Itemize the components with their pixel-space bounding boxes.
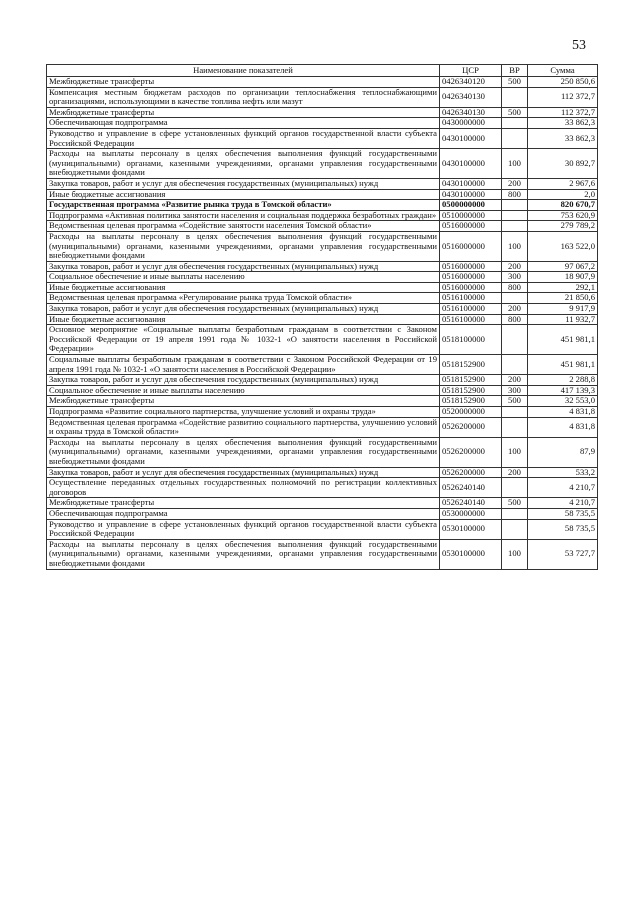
cell-vr: 300 (502, 385, 528, 396)
cell-csr: 0516000000 (440, 261, 502, 272)
cell-vr: 100 (502, 437, 528, 467)
cell-name: Подпрограмма «Активная политика занятости населения и социальная поддержка безработных граждан» (47, 210, 440, 221)
cell-sum: 58 735,5 (528, 519, 598, 539)
cell-sum: 21 850,6 (528, 293, 598, 304)
cell-sum: 4 210,7 (528, 478, 598, 498)
cell-name: Иные бюджетные ассигнования (47, 314, 440, 325)
cell-sum: 2 288,8 (528, 375, 598, 386)
cell-csr: 0530100000 (440, 519, 502, 539)
table-row (47, 539, 598, 569)
cell-csr: 0526200000 (440, 437, 502, 467)
table-row (47, 178, 598, 189)
cell-sum: 97 067,2 (528, 261, 598, 272)
table-row (47, 261, 598, 272)
cell-name: Руководство и управление в сфере установленных функций органов государственной власти субъекта Российской Федерации (47, 128, 440, 148)
cell-name: Расходы на выплаты персоналу в целях обеспечения выполнения функций государственными (муниципальными) органами, казенными учреждениями, органами управления государственными внебюджетными фондами (47, 437, 440, 467)
cell-name: Расходы на выплаты персоналу в целях обеспечения выполнения функций государственными (муниципальными) органами, казенными учреждениями, органами управления государственными внебюджетными фондами (47, 539, 440, 569)
cell-vr (502, 478, 528, 498)
cell-vr: 500 (502, 498, 528, 509)
cell-sum: 87,9 (528, 437, 598, 467)
cell-sum: 163 522,0 (528, 231, 598, 261)
cell-name: Осуществление переданных отдельных государственных полномочий по регистрации коллективных договоров (47, 478, 440, 498)
cell-name: Компенсация местным бюджетам расходов по организации теплоснабжения теплоснабжающими организациями, использующими в качестве топлива нефть или мазут (47, 87, 440, 107)
cell-vr: 800 (502, 282, 528, 293)
cell-csr: 0426340120 (440, 77, 502, 88)
table-row (47, 231, 598, 261)
table-row (47, 293, 598, 304)
cell-name: Закупка товаров, работ и услуг для обеспечения государственных (муниципальных) нужд (47, 375, 440, 386)
cell-sum: 451 981,1 (528, 325, 598, 355)
cell-csr: 0430100000 (440, 149, 502, 179)
cell-sum: 53 727,7 (528, 539, 598, 569)
cell-name: Обеспечивающая подпрограмма (47, 508, 440, 519)
cell-vr: 200 (502, 467, 528, 478)
cell-name: Расходы на выплаты персоналу в целях обеспечения выполнения функций государственными (муниципальными) органами, казенными учреждениями, органами управления государственными внебюджетными фондами (47, 231, 440, 261)
cell-csr: 0516000000 (440, 282, 502, 293)
cell-sum: 30 892,7 (528, 149, 598, 179)
cell-sum: 292,1 (528, 282, 598, 293)
cell-vr: 200 (502, 261, 528, 272)
table-row (47, 118, 598, 129)
header-name: Наименование показателей (47, 65, 440, 77)
table-header-row (47, 65, 598, 77)
cell-name: Социальное обеспечение и иные выплаты населению (47, 272, 440, 283)
table-row (47, 385, 598, 396)
cell-csr: 0526200000 (440, 467, 502, 478)
cell-name: Ведомственная целевая программа «Содействие занятости населения Томской области» (47, 221, 440, 232)
table-row (47, 87, 598, 107)
cell-vr (502, 355, 528, 375)
cell-csr: 0516000000 (440, 272, 502, 283)
cell-sum: 451 981,1 (528, 355, 598, 375)
cell-sum: 4 831,8 (528, 417, 598, 437)
cell-name: Подпрограмма «Развитие социального партнерства, улучшение условий и охраны труда» (47, 407, 440, 418)
cell-vr (502, 293, 528, 304)
table-row (47, 149, 598, 179)
cell-csr: 0516000000 (440, 231, 502, 261)
cell-csr: 0520000000 (440, 407, 502, 418)
cell-vr (502, 221, 528, 232)
cell-vr: 500 (502, 107, 528, 118)
cell-csr: 0518152900 (440, 396, 502, 407)
cell-vr: 300 (502, 272, 528, 283)
cell-name: Основное мероприятие «Социальные выплаты безработным гражданам в соответствии с Законом Российской Федерации от 19 апреля 1991 года № 1032-1 «О занятости населения в Российской Федерации» (47, 325, 440, 355)
cell-vr (502, 128, 528, 148)
cell-sum: 533,2 (528, 467, 598, 478)
table-row (47, 325, 598, 355)
cell-name: Социальное обеспечение и иные выплаты населению (47, 385, 440, 396)
cell-sum: 820 670,7 (528, 200, 598, 211)
cell-sum: 18 907,9 (528, 272, 598, 283)
cell-sum: 250 850,6 (528, 77, 598, 88)
cell-sum: 11 932,7 (528, 314, 598, 325)
cell-name: Ведомственная целевая программа «Содействие развитию социального партнерства, улучшению условий и охраны труда в Томской области» (47, 417, 440, 437)
cell-vr: 100 (502, 539, 528, 569)
cell-name: Закупка товаров, работ и услуг для обеспечения государственных (муниципальных) нужд (47, 467, 440, 478)
cell-csr: 0530000000 (440, 508, 502, 519)
cell-csr: 0530100000 (440, 539, 502, 569)
cell-sum: 4 831,8 (528, 407, 598, 418)
header-vr: ВР (502, 65, 528, 77)
cell-sum: 33 862,3 (528, 128, 598, 148)
cell-name: Руководство и управление в сфере установленных функций органов государственной власти субъекта Российской Федерации (47, 519, 440, 539)
cell-vr: 500 (502, 396, 528, 407)
cell-vr (502, 200, 528, 211)
cell-sum: 9 917,9 (528, 304, 598, 315)
cell-sum: 112 372,7 (528, 87, 598, 107)
cell-name: Ведомственная целевая программа «Регулирование рынка труда Томской области» (47, 293, 440, 304)
cell-csr: 0518152900 (440, 355, 502, 375)
cell-name: Социальные выплаты безработным гражданам в соответствии с Законом Российской Федерации от 19 апреля 1991 года № 1032-1 «О занятости населения в Российской Федерации» (47, 355, 440, 375)
cell-csr: 0430100000 (440, 189, 502, 200)
table-row (47, 498, 598, 509)
cell-sum: 753 620,9 (528, 210, 598, 221)
cell-csr: 0430100000 (440, 128, 502, 148)
cell-csr: 0426340130 (440, 107, 502, 118)
cell-vr: 100 (502, 231, 528, 261)
cell-name: Иные бюджетные ассигнования (47, 282, 440, 293)
cell-name: Межбюджетные трансферты (47, 107, 440, 118)
budget-table (46, 64, 598, 570)
table-row (47, 221, 598, 232)
cell-vr: 800 (502, 189, 528, 200)
cell-csr: 0518152900 (440, 385, 502, 396)
cell-sum: 4 210,7 (528, 498, 598, 509)
cell-vr (502, 417, 528, 437)
cell-vr: 200 (502, 178, 528, 189)
cell-vr: 200 (502, 304, 528, 315)
table-row (47, 107, 598, 118)
table-row (47, 189, 598, 200)
cell-vr (502, 87, 528, 107)
cell-name: Межбюджетные трансферты (47, 396, 440, 407)
cell-csr: 0516100000 (440, 304, 502, 315)
table-row (47, 396, 598, 407)
table-row (47, 467, 598, 478)
cell-sum: 32 553,0 (528, 396, 598, 407)
cell-vr: 100 (502, 149, 528, 179)
cell-csr: 0510000000 (440, 210, 502, 221)
table-row (47, 272, 598, 283)
table-row (47, 478, 598, 498)
cell-csr: 0516100000 (440, 293, 502, 304)
table-row (47, 508, 598, 519)
header-csr: ЦСР (440, 65, 502, 77)
cell-sum: 2,0 (528, 189, 598, 200)
cell-name: Межбюджетные трансферты (47, 498, 440, 509)
cell-vr (502, 407, 528, 418)
cell-name: Закупка товаров, работ и услуг для обеспечения государственных (муниципальных) нужд (47, 261, 440, 272)
cell-vr (502, 325, 528, 355)
cell-csr: 0526240140 (440, 478, 502, 498)
table-row (47, 407, 598, 418)
cell-name: Обеспечивающая подпрограмма (47, 118, 440, 129)
table-row (47, 200, 598, 211)
cell-vr (502, 210, 528, 221)
cell-sum: 33 862,3 (528, 118, 598, 129)
cell-vr (502, 508, 528, 519)
cell-csr: 0526240140 (440, 498, 502, 509)
cell-vr: 200 (502, 375, 528, 386)
cell-sum: 279 789,2 (528, 221, 598, 232)
cell-vr: 500 (502, 77, 528, 88)
cell-sum: 58 735,5 (528, 508, 598, 519)
cell-vr (502, 519, 528, 539)
cell-csr: 0516000000 (440, 221, 502, 232)
table-row (47, 519, 598, 539)
table-row (47, 77, 598, 88)
cell-sum: 417 139,3 (528, 385, 598, 396)
cell-csr: 0526200000 (440, 417, 502, 437)
table-row (47, 417, 598, 437)
table-row (47, 128, 598, 148)
cell-csr: 0518100000 (440, 325, 502, 355)
table-row (47, 210, 598, 221)
table-row (47, 355, 598, 375)
cell-sum: 2 967,6 (528, 178, 598, 189)
cell-csr: 0426340130 (440, 87, 502, 107)
cell-name: Государственная программа «Развитие рынка труда в Томской области» (47, 200, 440, 211)
table-row (47, 304, 598, 315)
cell-csr: 0516100000 (440, 314, 502, 325)
cell-vr: 800 (502, 314, 528, 325)
cell-name: Закупка товаров, работ и услуг для обеспечения государственных (муниципальных) нужд (47, 304, 440, 315)
cell-name: Иные бюджетные ассигнования (47, 189, 440, 200)
table-row (47, 437, 598, 467)
page-number: 53 (572, 38, 586, 53)
header-sum: Сумма (528, 65, 598, 77)
table-row (47, 314, 598, 325)
cell-name: Расходы на выплаты персоналу в целях обеспечения выполнения функций государственными (муниципальными) органами, казенными учреждениями, органами управления государственными внебюджетными фондами (47, 149, 440, 179)
cell-csr: 0500000000 (440, 200, 502, 211)
table-row (47, 375, 598, 386)
cell-vr (502, 118, 528, 129)
table-body (47, 77, 598, 570)
table-row (47, 282, 598, 293)
cell-csr: 0518152900 (440, 375, 502, 386)
cell-csr: 0430100000 (440, 178, 502, 189)
cell-name: Межбюджетные трансферты (47, 77, 440, 88)
cell-csr: 0430000000 (440, 118, 502, 129)
cell-name: Закупка товаров, работ и услуг для обеспечения государственных (муниципальных) нужд (47, 178, 440, 189)
cell-sum: 112 372,7 (528, 107, 598, 118)
